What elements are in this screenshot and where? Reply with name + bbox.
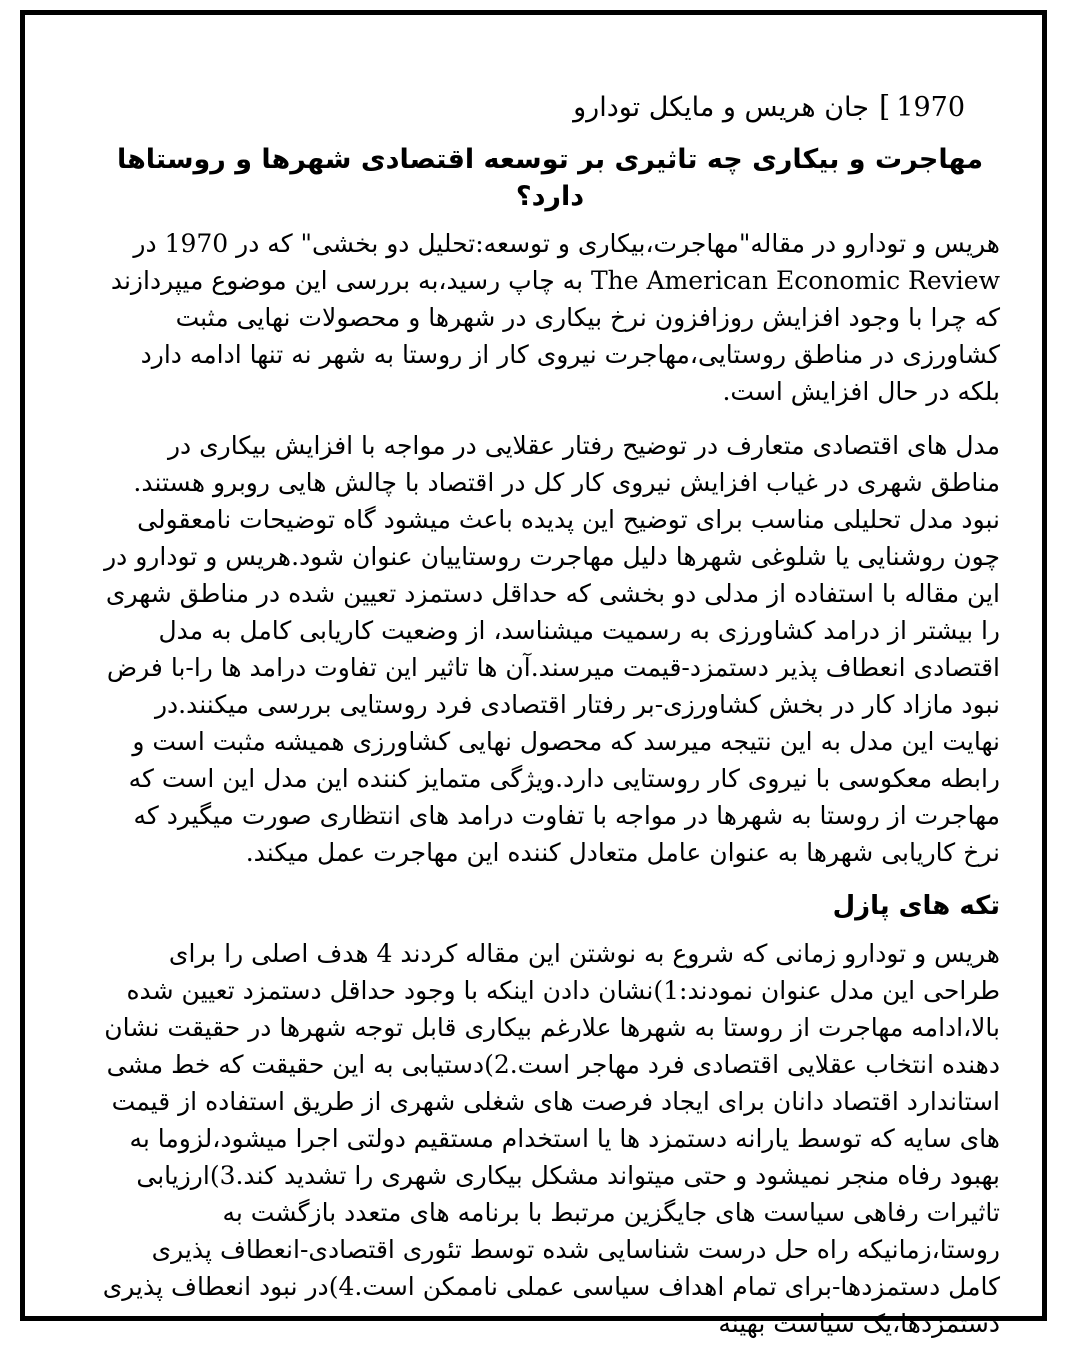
section-heading-puzzle-pieces: تکه های پازل xyxy=(832,891,1000,921)
publication-year: 1970 xyxy=(896,92,965,123)
document-page xyxy=(100,88,1000,1359)
author-names: جان هریس و مایکل تودارو xyxy=(573,92,869,123)
paragraph-four-goals: هریس و تودارو زمانی که شروع به نوشتن این مقاله کردند 4 هدف اصلی را برای طراحی این مدل عنوان نمودند:1)نشان دادن اینکه با وجود حداقل دستمزد تعیین شده بالا،ادامه مهاجرت از روستا به شهرها علارغم بیکاری قابل توجه شهرها در حقیقت نشان دهنده انتخاب عقلایی اقتصادی فرد مهاجر است.2)دستیابی به این حقیقت که خط مشی استاندارد اقتصاد دانان برای ایجاد فرصت های شغلی شهری از طریق استفاده از قیمت های سایه که توسط یارانه دستمزد ها یا استخدام مستقیم دولتی اجرا میشود،لزوما به بهبود رفاه منجر نمیشود و حتی میتواند مشکل بیکاری شهری را تشدید کند.3)ارزیابی تاثیرات رفاهی سیاست های جایگزین مرتبط با برنامه های متعدد بازگشت به روستا،زمانیکه راه حل درست شناسایی شده توسط تئوری اقتصادی-انعطاف پذیری کامل دستمزدها-برای تمام اهداف سیاسی عملی ناممکن است.4)در نبود انعطاف پذیری دستمزدها،یک سیاست بهینه xyxy=(102,939,1000,1338)
paragraph-introduction: هریس و تودارو در مقاله"مهاجرت،بیکاری و توسعه:تحلیل دو بخشی" که در 1970 در The American Economic Review به چاپ رسید،به بررسی این موضوع میپردازند که چرا با وجود افزایش روزافزون نرخ بیکاری در شهرها و محصولات نهایی مثبت کشاورزی در مناطق روستایی،مهاجرت نیروی کار از روستا به شهر نه تنها ادامه دارد بلکه در حال افزایش است. xyxy=(110,229,1000,406)
paragraph-model-description: مدل های اقتصادی متعارف در توضیح رفتار عقلایی در مواجه با افزایش بیکاری در مناطق شهری در غیاب افزایش نیروی کار کل در اقتصاد با چالش هایی روبرو هستند. نبود مدل تحلیلی مناسب برای توضیح این پدیده باعث میشود گاه توضیحات نامعقولی چون روشنایی یا شلوغی شهرها دلیل مهاجرت روستاییان عنوان شود.هریس و تودارو در این مقاله با استفاده از مدلی دو بخشی که حداقل دستمزد تعیین شده در مناطق شهری را بیشتر از درامد کشاورزی به رسمیت میشناسد، از وضعیت کاریابی کامل به مدل اقتصادی انعطاف پذیر دستمزد-قیمت میرسند.آن ها تاثیر این تفاوت درامد ها را-با فرض نبود مازاد کار در بخش کشاورزی-بر رفتار اقتصادی فرد روستایی بررسی میکنند.در نهایت این مدل به این نتیجه میرسد که محصول نهایی کشاورزی همیشه مثبت است و رابطه معکوسی با نیروی کار روستایی دارد.ویژگی متمایز کننده این مدل این است که مهاجرت از روستا به شهرها در مواجه با تفاوت درامد های انتظاری صورت میگیرد که نرخ کاریابی شهرها به عنوان عامل متعادل کننده این مهاجرت عمل میکند. xyxy=(104,431,1000,867)
article-title: مهاجرت و بیکاری چه تاثیری بر توسعه اقتصادی شهرها و روستاها دارد؟ xyxy=(116,144,984,212)
bracket-glyph: [ xyxy=(878,89,891,123)
byline xyxy=(100,88,1000,126)
